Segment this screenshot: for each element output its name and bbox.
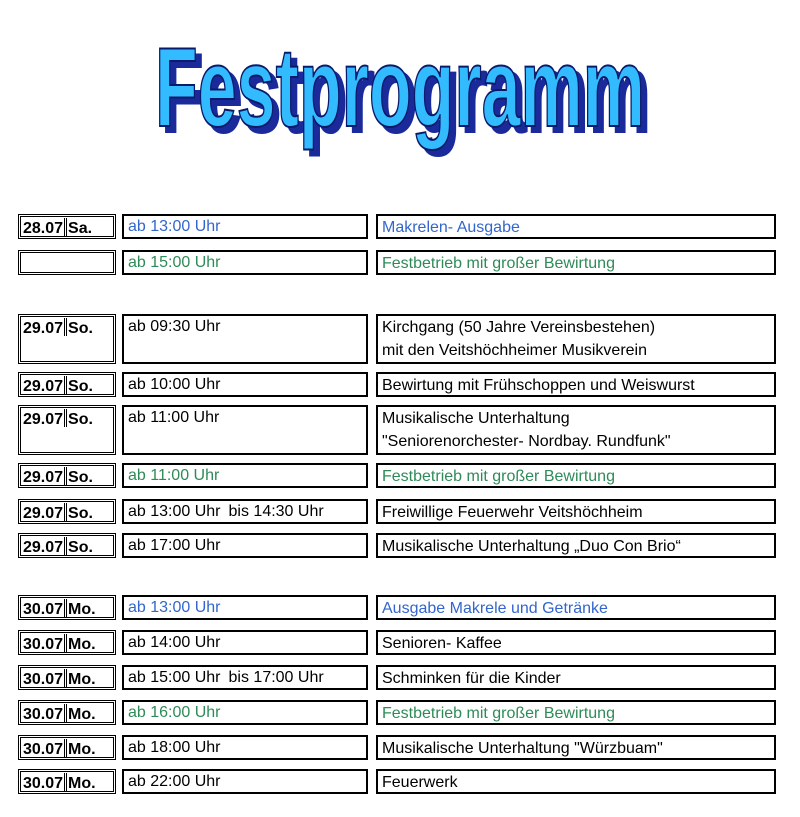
date-cell xyxy=(18,595,116,620)
date-text: 28.07 xyxy=(23,220,64,237)
date-text: 29.07 xyxy=(23,411,64,428)
event-cell xyxy=(376,463,776,488)
date-cell xyxy=(18,463,116,488)
weekday-text: So. xyxy=(68,411,93,428)
time-cell xyxy=(122,665,368,690)
table-row xyxy=(0,499,800,524)
time-until-text: bis 14:30 Uhr xyxy=(228,503,324,520)
table-row xyxy=(0,595,800,620)
time-text: ab 16:00 Uhr xyxy=(128,704,221,721)
event-cell xyxy=(376,314,776,364)
time-text: ab 15:00 Uhr xyxy=(128,669,221,686)
date-cell xyxy=(18,665,116,690)
weekday-text: Mo. xyxy=(68,671,96,688)
weekday-text: Mo. xyxy=(68,601,96,618)
page-title xyxy=(140,14,660,164)
weekday-text: Mo. xyxy=(68,706,96,723)
date-text: 29.07 xyxy=(23,505,64,522)
event-text: Makrelen- Ausgabe xyxy=(382,219,520,236)
event-text: Schminken für die Kinder xyxy=(382,670,561,687)
date-cell xyxy=(18,214,116,239)
event-cell xyxy=(376,630,776,655)
time-cell xyxy=(122,214,368,239)
event-cell xyxy=(376,533,776,558)
date-text: 29.07 xyxy=(23,320,64,337)
weekday-text: So. xyxy=(68,539,93,556)
time-cell xyxy=(122,735,368,760)
event-text-line2: "Seniorenorchester- Nordbay. Rundfunk" xyxy=(382,433,671,450)
date-cell xyxy=(18,630,116,655)
time-text: ab 09:30 Uhr xyxy=(128,318,221,335)
weekday-text: Mo. xyxy=(68,775,96,792)
title-wordart xyxy=(155,25,651,156)
time-until-text: bis 17:00 Uhr xyxy=(228,669,324,686)
weekday-text: Mo. xyxy=(68,636,96,653)
table-row xyxy=(0,463,800,488)
event-cell xyxy=(376,665,776,690)
date-cell xyxy=(18,372,116,397)
date-separator xyxy=(64,599,67,617)
table-row xyxy=(0,533,800,558)
table-row xyxy=(0,700,800,725)
weekday-text: Mo. xyxy=(68,741,96,758)
date-text: 30.07 xyxy=(23,601,64,618)
date-cell xyxy=(18,499,116,524)
date-text: 29.07 xyxy=(23,469,64,486)
event-text: Festbetrieb mit großer Bewirtung xyxy=(382,468,615,485)
event-text: Musikalische Unterhaltung „Duo Con Brio“ xyxy=(382,538,681,555)
event-text: Festbetrieb mit großer Bewirtung xyxy=(382,255,615,272)
time-cell xyxy=(122,700,368,725)
date-separator xyxy=(64,704,67,722)
time-cell xyxy=(122,499,368,524)
date-separator xyxy=(64,773,67,791)
date-separator xyxy=(64,669,67,687)
event-text: Kirchgang (50 Jahre Vereinsbestehen) xyxy=(382,319,656,336)
date-separator xyxy=(64,537,67,555)
time-text: ab 14:00 Uhr xyxy=(128,634,221,651)
event-text: Ausgabe Makrele und Getränke xyxy=(382,600,608,617)
event-cell xyxy=(376,595,776,620)
time-cell xyxy=(122,314,368,364)
date-cell xyxy=(18,735,116,760)
date-separator xyxy=(64,503,67,521)
time-text: ab 13:00 Uhr xyxy=(128,218,221,235)
event-cell xyxy=(376,214,776,239)
date-cell xyxy=(18,533,116,558)
time-text: ab 15:00 Uhr xyxy=(128,254,221,271)
time-cell xyxy=(122,372,368,397)
event-cell xyxy=(376,372,776,397)
time-text: ab 18:00 Uhr xyxy=(128,739,221,756)
date-cell xyxy=(18,700,116,725)
table-row xyxy=(0,769,800,794)
time-text: ab 11:00 Uhr xyxy=(128,409,220,426)
event-text: Festbetrieb mit großer Bewirtung xyxy=(382,705,615,722)
event-text: Bewirtung mit Frühschoppen und Weiswurst xyxy=(382,377,695,394)
table-row xyxy=(0,735,800,760)
date-separator xyxy=(64,376,67,394)
event-cell xyxy=(376,499,776,524)
event-text: Freiwillige Feuerwehr Veitshöchheim xyxy=(382,504,643,521)
table-row xyxy=(0,250,800,275)
time-text: ab 11:00 Uhr xyxy=(128,467,220,484)
event-cell xyxy=(376,769,776,794)
time-cell xyxy=(122,630,368,655)
event-text: Feuerwerk xyxy=(382,774,458,791)
table-row xyxy=(0,665,800,690)
date-text: 30.07 xyxy=(23,671,64,688)
event-text: Musikalische Unterhaltung "Würzbuam" xyxy=(382,740,663,757)
title-text: Festprogramm xyxy=(155,25,645,150)
date-separator xyxy=(64,739,67,757)
time-text: ab 17:00 Uhr xyxy=(128,537,221,554)
time-text: ab 13:00 Uhr xyxy=(128,503,221,520)
date-text: 29.07 xyxy=(23,378,64,395)
event-cell xyxy=(376,735,776,760)
table-row xyxy=(0,372,800,397)
title-shadow: Festprogramm xyxy=(161,31,651,156)
weekday-text: So. xyxy=(68,378,93,395)
event-cell xyxy=(376,250,776,275)
weekday-text: So. xyxy=(68,320,93,337)
date-separator xyxy=(64,409,67,427)
date-cell xyxy=(18,250,116,275)
weekday-text: Sa. xyxy=(68,220,93,237)
table-row xyxy=(0,405,800,455)
weekday-text: So. xyxy=(68,505,93,522)
date-cell xyxy=(18,405,116,455)
time-cell xyxy=(122,595,368,620)
date-text: 30.07 xyxy=(23,636,64,653)
date-separator xyxy=(64,634,67,652)
table-row xyxy=(0,630,800,655)
table-row xyxy=(0,314,800,364)
event-cell xyxy=(376,700,776,725)
date-text: 29.07 xyxy=(23,539,64,556)
time-text: ab 22:00 Uhr xyxy=(128,773,221,790)
date-text: 30.07 xyxy=(23,775,64,792)
time-cell xyxy=(122,250,368,275)
date-separator xyxy=(64,218,67,236)
date-separator xyxy=(64,318,67,336)
date-text: 30.07 xyxy=(23,706,64,723)
event-cell xyxy=(376,405,776,455)
date-cell xyxy=(18,314,116,364)
time-cell xyxy=(122,405,368,455)
date-cell xyxy=(18,769,116,794)
date-text: 30.07 xyxy=(23,741,64,758)
table-row xyxy=(0,214,800,239)
event-text-line2: mit den Veitshöchheimer Musikverein xyxy=(382,342,648,359)
event-text: Senioren- Kaffee xyxy=(382,635,502,652)
time-cell xyxy=(122,533,368,558)
weekday-text: So. xyxy=(68,469,93,486)
event-text: Musikalische Unterhaltung xyxy=(382,410,570,427)
date-separator xyxy=(64,467,67,485)
time-cell xyxy=(122,769,368,794)
time-cell xyxy=(122,463,368,488)
time-text: ab 10:00 Uhr xyxy=(128,376,221,393)
time-text: ab 13:00 Uhr xyxy=(128,599,221,616)
